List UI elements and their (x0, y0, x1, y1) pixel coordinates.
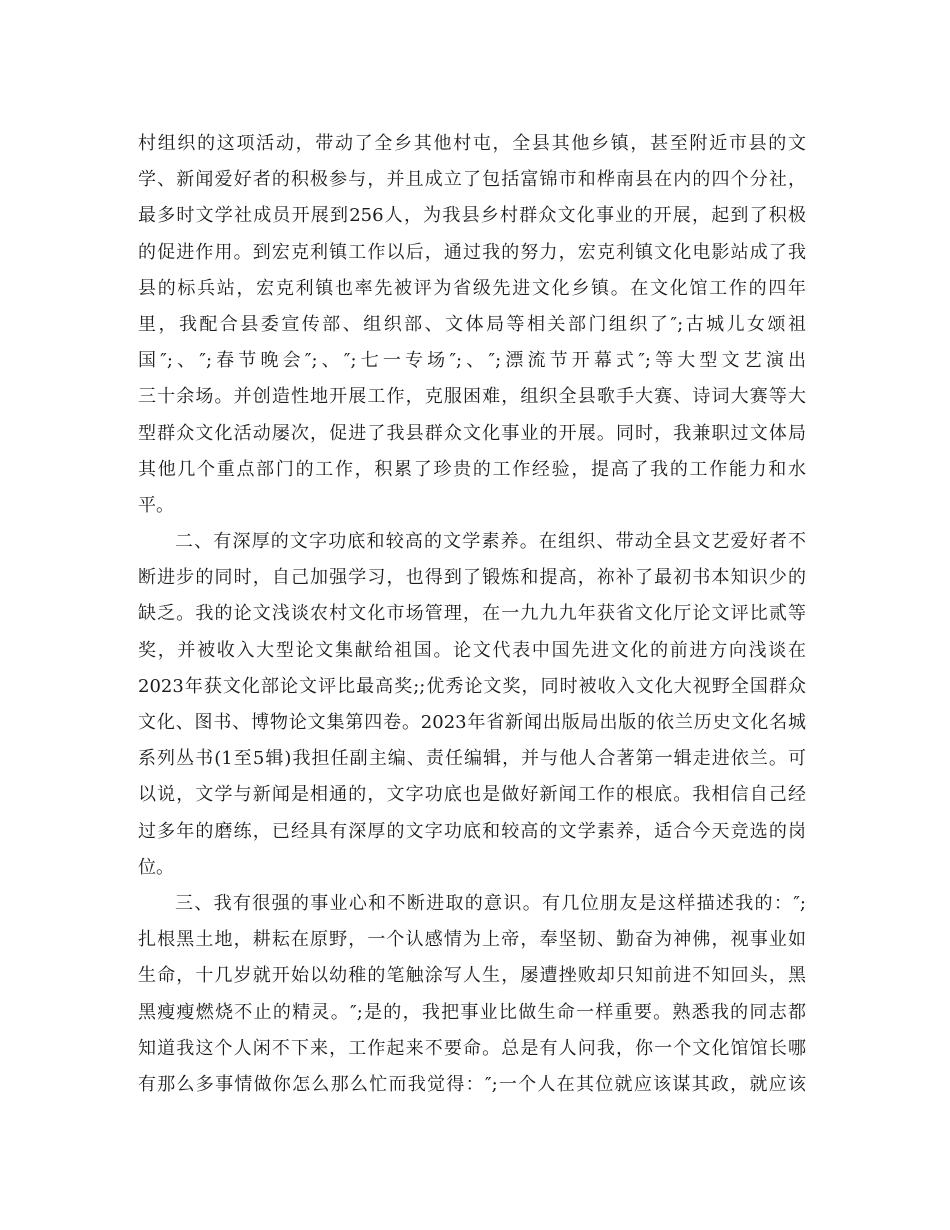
text-line: 其他几个重点部门的工作，积累了珍贵的工作经验，提高了我的工作能力和水 (138, 458, 806, 480)
text-line: 型群众文化活动屡次，促进了我县群众文化事业的开展。同时，我兼职过文体局 (138, 422, 806, 444)
text-line: 以说，文学与新闻是相通的，文字功底也是做好新闻工作的根底。我相信自己经 (138, 784, 806, 806)
text-line: 黑瘦瘦燃烧不止的精灵。″;是的，我把事业比做生命一样重要。熟悉我的同志都 (138, 1001, 806, 1023)
text-line: 平。 (138, 494, 174, 516)
text-line: 国″;、″;春节晚会″;、″;七一专场″;、″;漂流节开幕式″;等大型文艺演出 (138, 350, 806, 372)
text-line: 的促进作用。到宏克利镇工作以后，通过我的努力，宏克利镇文化电影站成了我 (138, 241, 806, 263)
text-line: 村组织的这项活动，带动了全乡其他村屯，全县其他乡镇，甚至附近市县的文 (138, 133, 806, 154)
paragraph-3 (138, 886, 806, 1103)
text-line: 二、有深厚的文字功底和较高的文学素养。在组织、带动全县文艺爱好者不 (175, 531, 806, 553)
paragraph-2 (138, 524, 806, 886)
text-line: 文化、图书、博物论文集第四卷。2023年省新闻出版局出版的依兰历史文化名城 (138, 712, 806, 733)
text-line: 位。 (138, 856, 174, 878)
text-line: 知道我这个人闲不下来，工作起来不要命。总是有人问我，你一个文化馆馆长哪 (138, 1037, 806, 1059)
text-line: 缺乏。我的论文浅谈农村文化市场管理，在一九九九年获省文化厅论文评比贰等 (138, 603, 806, 625)
document-body (138, 126, 806, 1103)
text-line: 三、我有很强的事业心和不断进取的意识。有几位朋友是这样描述我的：″; (175, 892, 806, 914)
text-line: 生命，十几岁就开始以幼稚的笔触涂写人生，屡遭挫败却只知前进不知回头，黑 (138, 965, 806, 987)
text-line: 最多时文学社成员开展到256人，为我县乡村群众文化事业的开展，起到了积极 (138, 205, 806, 227)
text-line: 奖，并被收入大型论文集献给祖国。论文代表中国先进文化的前进方向浅谈在 (138, 639, 806, 661)
text-line: 三十余场。并创造性地开展工作，克服困难，组织全县歌手大赛、诗词大赛等大 (138, 386, 806, 408)
text-line: 断进步的同时，自己加强学习，也得到了锻炼和提高，祢补了最初书本知识少的 (138, 567, 806, 589)
text-line: 里，我配合县委宣传部、组织部、文体局等相关部门组织了″;古城儿女颂祖 (138, 313, 806, 335)
text-line: 县的标兵站，宏克利镇也率先被评为省级先进文化乡镇。在文化馆工作的四年 (138, 277, 806, 299)
text-line: 有那么多事情做你怎么那么忙而我觉得：″;一个人在其位就应该谋其政，就应该 (138, 1073, 806, 1095)
paragraph-1 (138, 126, 806, 524)
text-line: 过多年的磨练，已经具有深厚的文字功底和较高的文学素养，适合今天竞选的岗 (138, 820, 806, 842)
text-line: 学、新闻爱好者的积极参与，并且成立了包括富锦市和桦南县在内的四个分社， (138, 169, 806, 191)
text-line: 扎根黑土地，耕耘在原野，一个认感情为上帝，奉坚韧、勤奋为神佛，视事业如 (138, 929, 806, 951)
text-line: 2023年获文化部论文评比最高奖;;优秀论文奖，同时被收入文化大视野全国群众 (138, 675, 806, 697)
text-line: 系列丛书(1至5辑)我担任副主编、责任编辑，并与他人合著第一辑走进依兰。可 (138, 748, 806, 770)
